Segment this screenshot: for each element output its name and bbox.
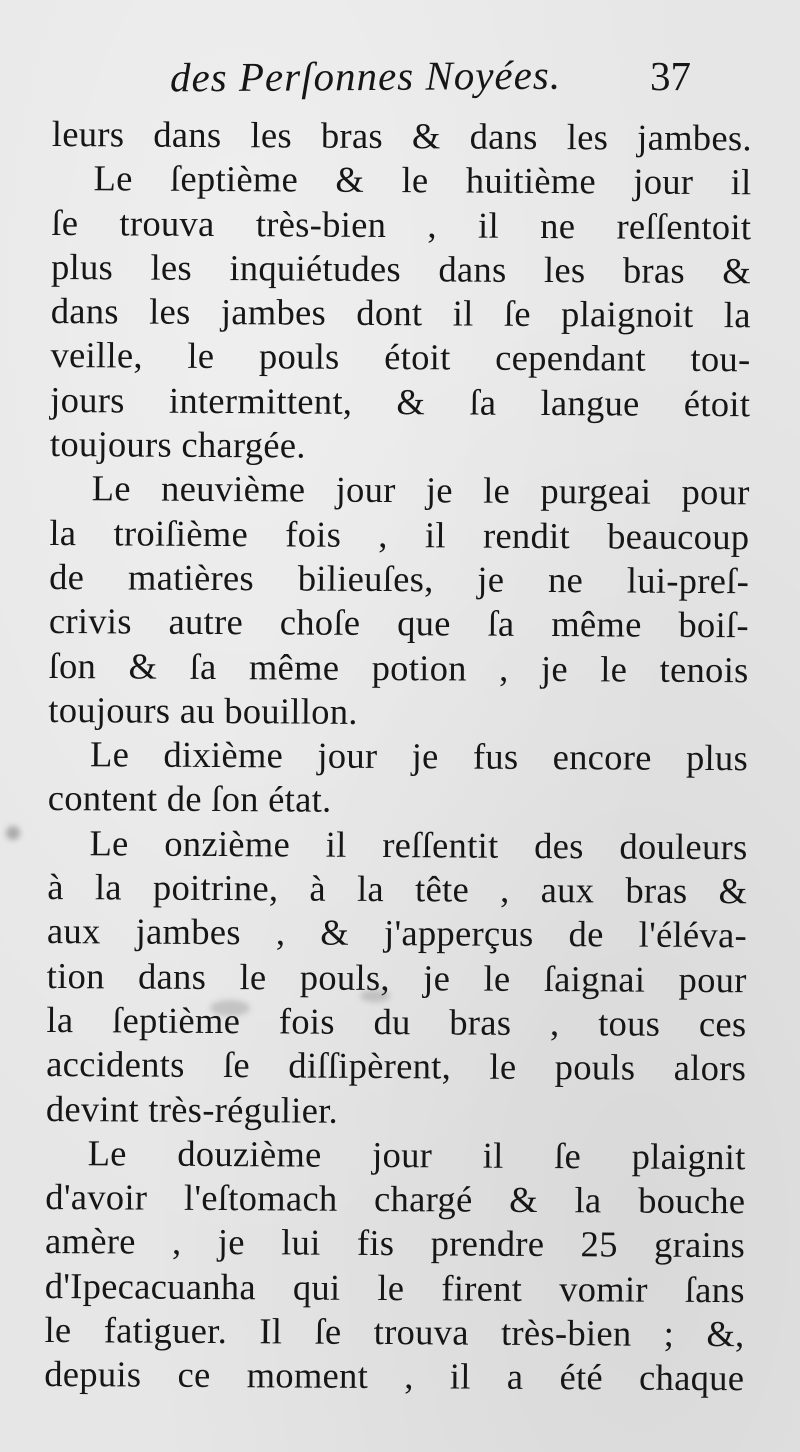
text-line: ſe trouva très-bien , il ne reſſentoit	[51, 201, 752, 247]
text-line: dans les jambes dont il ſe plaignoit la	[50, 290, 751, 336]
text-line: toujours au bouillon.	[48, 688, 358, 732]
ink-smudge	[360, 990, 390, 1002]
text-line: Le ſeptième & le huitième jour il	[93, 157, 752, 203]
text-line: amère , je lui fis prendre 25 grains	[44, 1220, 746, 1266]
text-line: aux jambes , & j'apperçus de l'éléva-	[46, 910, 748, 956]
text-line: ſon & ſa même potion , je le tenois	[48, 644, 749, 690]
ink-smudge	[210, 1000, 250, 1016]
text-line: Le neuvième jour je le purgeai pour	[91, 467, 750, 513]
text-line: depuis ce moment , il a été chaque	[44, 1353, 745, 1399]
text-line: veille, le pouls étoit cependant tou-	[50, 334, 751, 380]
text-line: à la poitrine, à la tête , aux bras &	[47, 866, 748, 912]
text-line: toujours chargée.	[49, 423, 306, 466]
text-line: le fatiguer. Il ſe trouva très-bien ; &,	[44, 1308, 745, 1355]
page-number: 37	[650, 53, 691, 99]
text-line: Le onzième il reſſentit des douleurs	[89, 821, 748, 868]
text-line: crivis autre choſe que ſa même boiſ-	[48, 600, 750, 646]
body-text	[44, 112, 752, 1401]
ink-smudge	[6, 826, 20, 840]
text-line: de matières bilieuſes, je ne lui-preſ-	[49, 555, 750, 602]
text-line: content de ſon état.	[47, 777, 332, 821]
text-line: la ſeptième fois du bras , tous ces	[46, 998, 747, 1045]
text-line: plus les inquiétudes dans les bras &	[50, 245, 752, 292]
text-line: leurs dans les bras & dans les jambes.	[51, 112, 752, 159]
running-title: des Perſonnes Noyées.	[169, 51, 562, 101]
text-line: devint très-régulier.	[45, 1087, 339, 1131]
text-line: accidents ſe diſſipèrent, le pouls alors	[46, 1043, 747, 1089]
text-line: Le douzième jour il ſe plaignit	[87, 1132, 746, 1178]
text-line: tion dans le pouls, je le ſaignai pour	[46, 954, 747, 1000]
text-line: d'Ipecacuanha qui le firent vomir ſans	[44, 1264, 745, 1310]
text-line: la troiſième fois , il rendit beaucoup	[49, 511, 750, 557]
text-line: jours intermittent, & ſa langue étoit	[50, 378, 751, 425]
text-line: d'avoir l'eſtomach chargé & la bouche	[45, 1176, 746, 1222]
text-line: Le dixième jour je fus encore plus	[89, 733, 749, 779]
